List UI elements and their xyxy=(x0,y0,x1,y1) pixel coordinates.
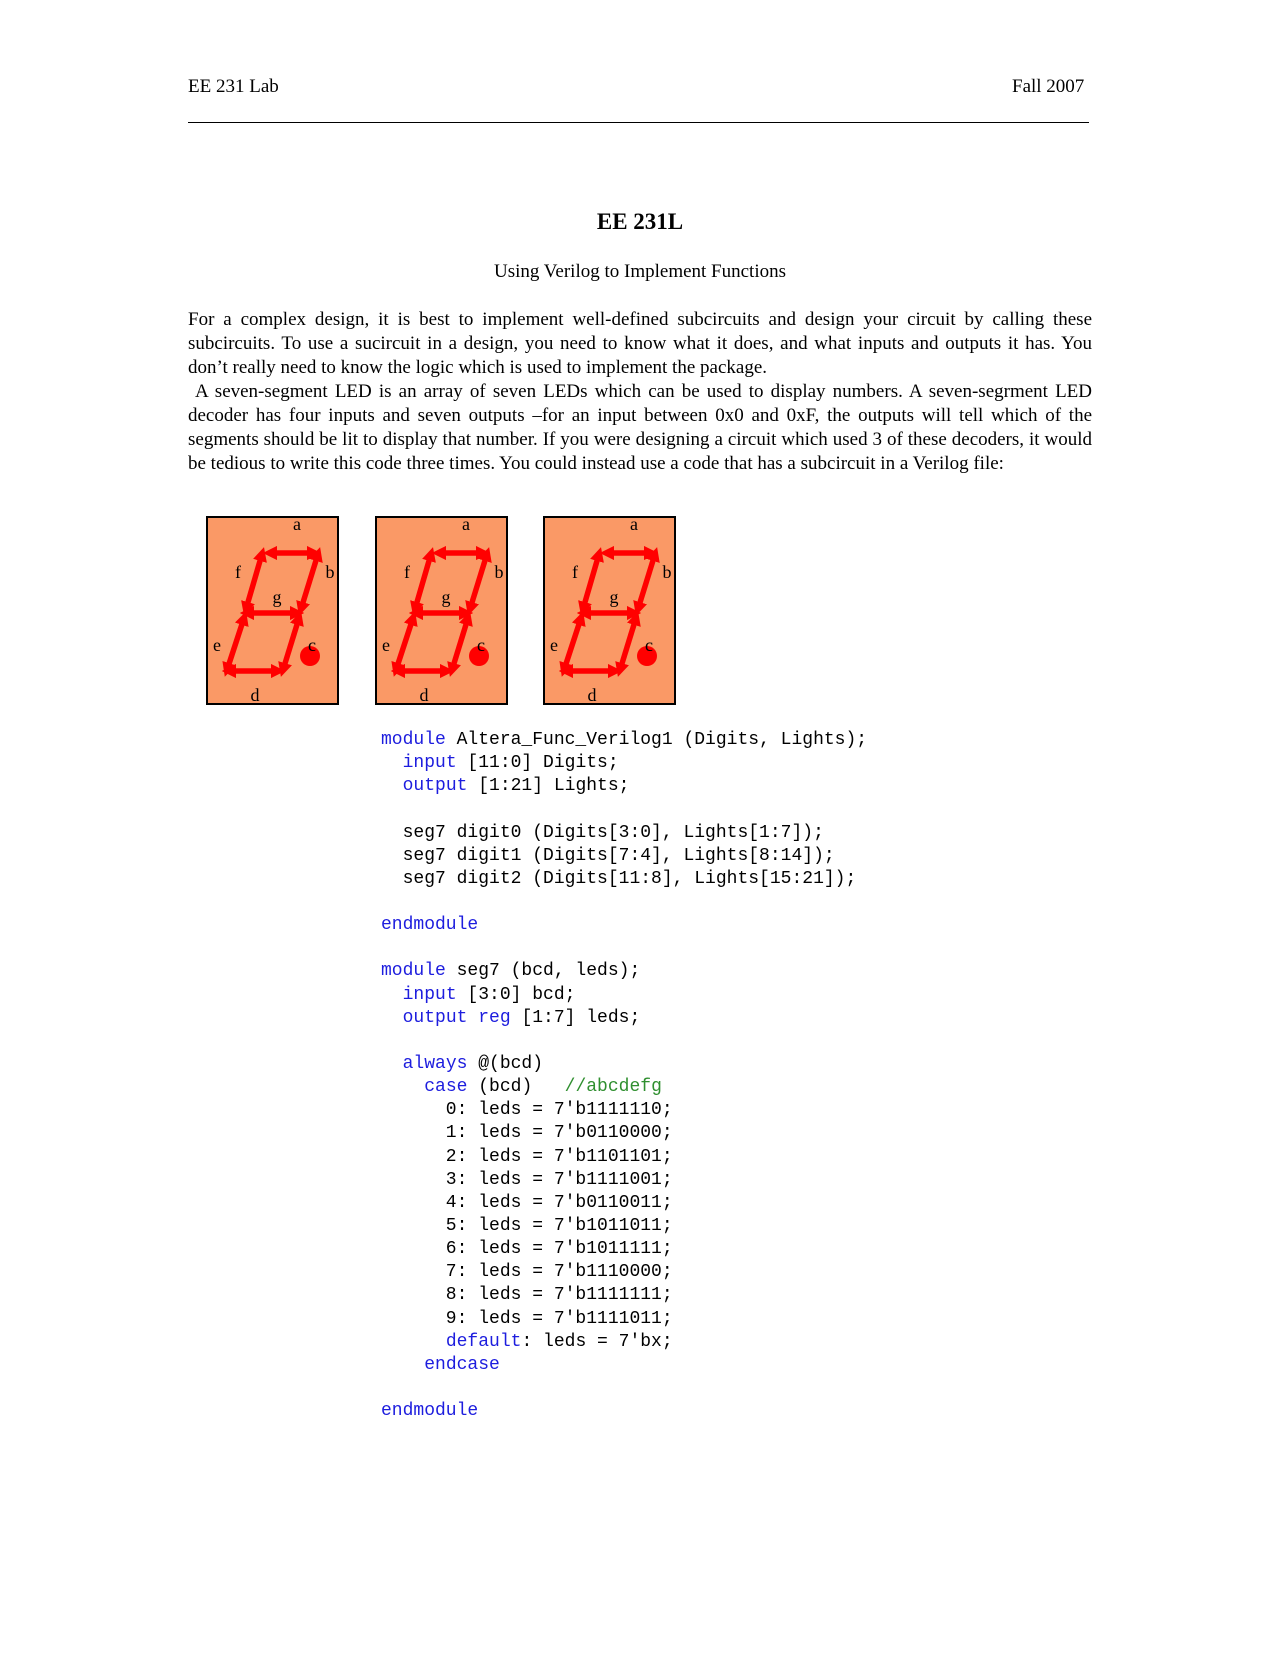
segment-label-a: a xyxy=(293,516,301,534)
code-text xyxy=(381,753,403,773)
code-line xyxy=(381,914,867,937)
code-text: @(bcd) xyxy=(467,1053,544,1074)
code-line xyxy=(381,775,867,798)
code-comment: //abcdefg xyxy=(564,1077,662,1098)
page-title: EE 231L xyxy=(596,209,684,234)
code-line xyxy=(381,984,867,1007)
code-line xyxy=(381,1354,867,1377)
code-line xyxy=(381,1122,867,1145)
segment-label-a: a xyxy=(630,516,638,534)
code-line xyxy=(381,960,867,983)
code-line xyxy=(381,1099,867,1122)
code-keyword: default xyxy=(445,1331,522,1352)
code-line xyxy=(381,1076,867,1099)
code-text: Altera_Func_Verilog1 (Digits, Lights); xyxy=(445,730,868,750)
code-text xyxy=(381,1355,424,1375)
code-text: [11:0] Digits; xyxy=(456,753,619,774)
code-text: 3: leds = 7'b1111001; xyxy=(381,1169,673,1190)
code-text xyxy=(381,776,403,796)
code-text xyxy=(467,1008,478,1028)
code-text: 4: leds = 7'b0110011; xyxy=(381,1192,673,1213)
code-text: seg7 digit0 (Digits[3:0], Lights[1:7]); xyxy=(381,822,824,843)
code-text: 7: leds = 7'b1110000; xyxy=(381,1262,673,1283)
segment-label-e: e xyxy=(550,635,558,655)
header-right: Fall 2007 xyxy=(1012,76,1085,97)
code-text xyxy=(381,1332,446,1352)
segment-label-d: d xyxy=(587,685,597,705)
code-text: 8: leds = 7'b1111111; xyxy=(381,1285,673,1306)
code-line xyxy=(381,1030,867,1053)
code-text xyxy=(381,1008,403,1028)
code-line xyxy=(381,1215,867,1238)
code-text: 6: leds = 7'b1011111; xyxy=(381,1239,673,1260)
code-line xyxy=(381,822,867,845)
code-keyword: endcase xyxy=(424,1354,500,1375)
intro-paragraph-2: A seven-segment LED is an array of seven LEDs which can be used to display numbers. A seven-segrment LED decoder has four inputs and seven outputs –for an input between 0x0 and 0xF, the outputs will tell which of the segments should be lit to display that number. If you were designing a circuit which used 3 of these decoders, it would be tedious to write this code three times. You could instead use a code that has a subcircuit in a Verilog file: xyxy=(188,381,1092,474)
code-text: seg7 digit1 (Digits[7:4], Lights[8:14]); xyxy=(381,845,835,866)
code-line xyxy=(381,1007,867,1030)
code-text: seg7 (bcd, leds); xyxy=(445,961,641,982)
seven-segment-display-3 xyxy=(543,516,676,705)
code-line xyxy=(381,868,867,891)
segment-label-b: b xyxy=(494,562,504,582)
code-keyword: module xyxy=(381,961,446,982)
segment-label-c: c xyxy=(645,635,653,655)
code-text: (bcd) xyxy=(467,1077,565,1098)
seven-segment-svg xyxy=(543,516,676,705)
header-rule xyxy=(188,122,1089,123)
code-text xyxy=(381,1077,424,1097)
code-text: [1:21] Lights; xyxy=(467,776,630,797)
code-text xyxy=(381,985,403,1005)
code-keyword: output xyxy=(402,1007,468,1028)
code-text: 5: leds = 7'b1011011; xyxy=(381,1215,673,1236)
code-keyword: endmodule xyxy=(381,1401,479,1422)
segment-label-f: f xyxy=(572,562,578,582)
code-text: [3:0] bcd; xyxy=(456,984,576,1005)
segment-label-c: c xyxy=(308,635,316,655)
code-keyword: always xyxy=(402,1053,468,1074)
code-text: [1:7] leds; xyxy=(510,1007,641,1028)
code-text: 2: leds = 7'b1101101; xyxy=(381,1146,673,1167)
code-keyword: input xyxy=(402,984,457,1005)
code-line xyxy=(381,798,867,821)
seven-segment-display-2 xyxy=(375,516,508,705)
code-line xyxy=(381,845,867,868)
code-line xyxy=(381,1169,867,1192)
intro-text xyxy=(188,308,1092,476)
code-text: : leds = 7'bx; xyxy=(521,1331,673,1352)
intro-paragraph-1: For a complex design, it is best to implement well-defined subcircuits and design your circuit by calling these subcircuits. To use a sucircuit in a design, you need to know what it does, and what inputs and outputs it has. You don’t really need to know the logic which is used to implement the package. xyxy=(188,309,1092,378)
segment-label-e: e xyxy=(213,635,221,655)
segment-label-a: a xyxy=(462,516,470,534)
code-line xyxy=(381,1284,867,1307)
code-line xyxy=(381,752,867,775)
segment-label-g: g xyxy=(272,587,282,607)
code-line xyxy=(381,1192,867,1215)
code-line xyxy=(381,1331,867,1354)
code-keyword: output xyxy=(402,776,468,797)
code-text xyxy=(381,1054,403,1074)
code-line xyxy=(381,1400,867,1423)
code-keyword: case xyxy=(424,1077,468,1098)
seven-segment-svg xyxy=(375,516,508,705)
segment-label-c: c xyxy=(477,635,485,655)
code-line xyxy=(381,1146,867,1169)
segment-label-g: g xyxy=(441,587,451,607)
code-keyword: module xyxy=(381,730,446,750)
code-line xyxy=(381,1377,867,1400)
code-keyword: endmodule xyxy=(381,915,479,936)
segment-label-b: b xyxy=(662,562,672,582)
code-line xyxy=(381,1053,867,1076)
segment-label-d: d xyxy=(419,685,429,705)
code-line xyxy=(381,729,867,752)
seven-segment-display-1 xyxy=(206,516,339,705)
code-line xyxy=(381,1238,867,1261)
segment-label-f: f xyxy=(235,562,241,582)
page-subtitle: Using Verilog to Implement Functions xyxy=(493,261,787,282)
segment-label-f: f xyxy=(404,562,410,582)
code-text: seg7 digit2 (Digits[11:8], Lights[15:21]); xyxy=(381,868,857,889)
code-text: 0: leds = 7'b1111110; xyxy=(381,1100,673,1121)
seven-segment-svg xyxy=(206,516,339,705)
header-left: EE 231 Lab xyxy=(188,76,279,97)
code-keyword: input xyxy=(402,753,457,774)
segment-label-d: d xyxy=(250,685,260,705)
segment-label-g: g xyxy=(609,587,619,607)
code-keyword: reg xyxy=(478,1007,511,1028)
segment-label-b: b xyxy=(325,562,335,582)
code-text: 1: leds = 7'b0110000; xyxy=(381,1123,673,1144)
code-line xyxy=(381,891,867,914)
code-text: 9: leds = 7'b1111011; xyxy=(381,1308,673,1329)
code-line xyxy=(381,1308,867,1331)
code-line xyxy=(381,1261,867,1284)
verilog-code-block xyxy=(381,729,867,1423)
segment-label-e: e xyxy=(382,635,390,655)
code-line xyxy=(381,937,867,960)
